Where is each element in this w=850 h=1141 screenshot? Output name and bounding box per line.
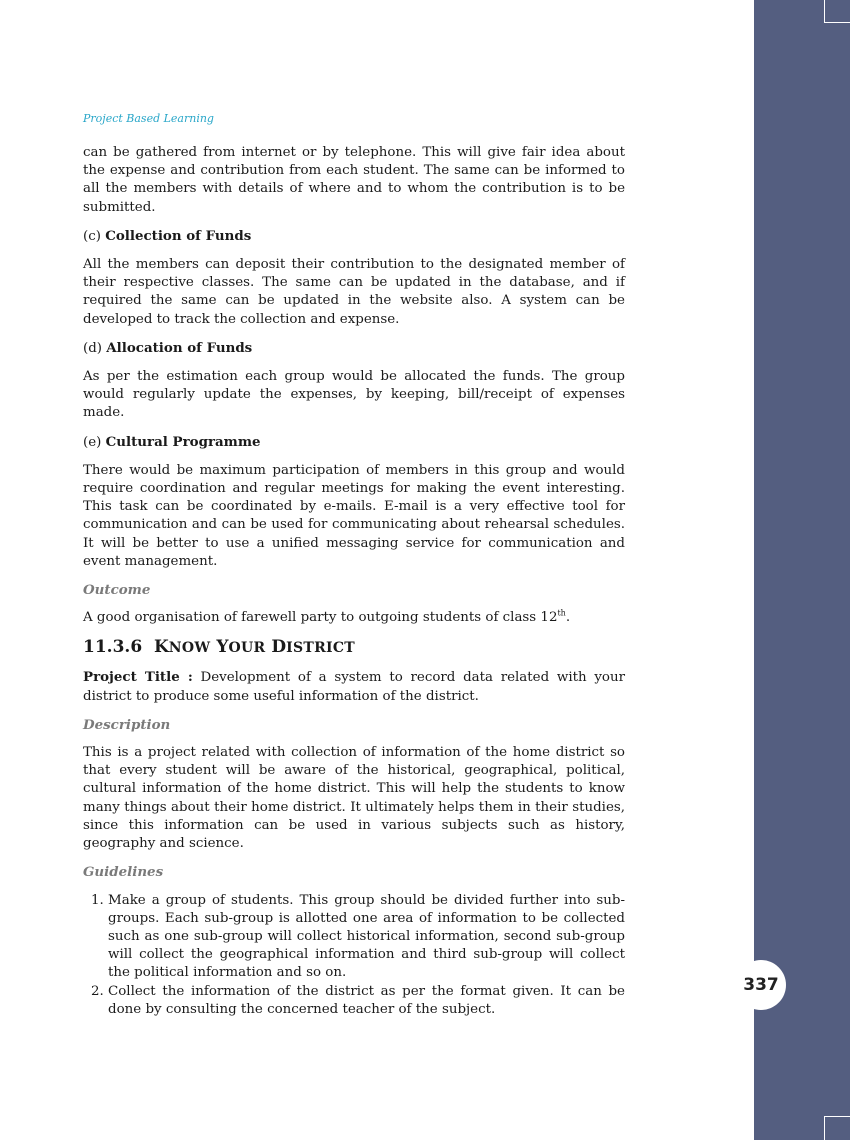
title-word-1-cap: K [154,637,169,658]
section-e-text: There would be maximum participation of members in this group and would require coordination and regular meetings for making the event interesting. This task can be coordinated by e-mails. E-mail is a very effective tool for communication and can be used for communicating about rehearsal schedules. It will be better to use a unified messaging service for communication and event management. [83,462,625,569]
section-c-title: Collection of Funds [105,227,252,244]
description-text: This is a project related with collection of information of the home district so that every student will be aware of the historical, geographical, political, cultural information of the home district. This will help the students to know many things about their home district. It ultimately helps them in their studies, since this information can be used in various subjects such as history, geography and science. [83,745,625,852]
guideline-item-1: 1. Make a group of students. This group should be divided further into sub-groups. Each sub-group is allotted one area of information to be collected such as one sub-group will collect historical information, second sub-group will collect the geographical information and third sub-group will collect the political information and so on. [108,892,625,983]
crop-mark-bottom [824,1116,850,1141]
page-content [83,144,625,1019]
section-c-marker: (c) [83,228,101,244]
section-e-heading [83,433,625,452]
title-word-2-cap: Y [216,637,229,658]
title-word-2-rest: OUR [228,640,266,657]
project-title-text: Development of a system to record data related with your district to produce some useful information of the district. [83,670,625,704]
title-word-1-rest: NOW [168,640,211,657]
section-d-title: Allocation of Funds [106,339,253,356]
section-heading-11-3-6 [83,637,625,658]
project-title [83,668,625,705]
running-header: Project Based Learning [83,112,214,125]
outcome-label: Outcome [83,582,151,599]
outcome-superscript: th [557,608,566,618]
intro-paragraph: can be gathered from internet or by telephone. This will give fair idea about the expense and contribution from each student. The same can be informed to all the members with details of where and to whom the contribution is to be submitted. [83,145,625,215]
outcome-text [83,609,625,627]
page-number: 337 [736,960,786,1010]
guidelines-list [83,892,625,1019]
outcome-text-main: A good organisation of farewell party to outgoing students of class 12 [83,610,558,626]
guideline-item-2: 2. Collect the information of the district as per the format given. It can be done by consulting the concerned teacher of the subject. [108,983,625,1019]
title-word-3-rest: ISTRICT [286,640,356,657]
description-label: Description [83,716,171,733]
title-word-3-cap: D [271,637,287,658]
section-c-heading [83,227,625,246]
section-e-title: Cultural Programme [105,433,261,450]
guidelines-label: Guidelines [83,864,164,881]
section-c-text: All the members can deposit their contribution to the designated member of their respective classes. The same can be updated in the database, and if required the same can be updated in the website also. A system can be developed to track the collection and expense. [83,257,625,327]
section-d-heading [83,339,625,358]
section-number: 11.3.6 [83,637,143,658]
crop-mark-top [824,0,850,23]
section-d-text: As per the estimation each group would be allocated the funds. The group would regularly update the expenses, by keeping, bill/receipt of expenses made. [83,369,625,421]
section-e-marker: (e) [83,434,102,450]
project-title-label: Project Title : [83,669,193,686]
section-d-marker: (d) [83,340,103,356]
outcome-text-end: . [565,610,571,626]
